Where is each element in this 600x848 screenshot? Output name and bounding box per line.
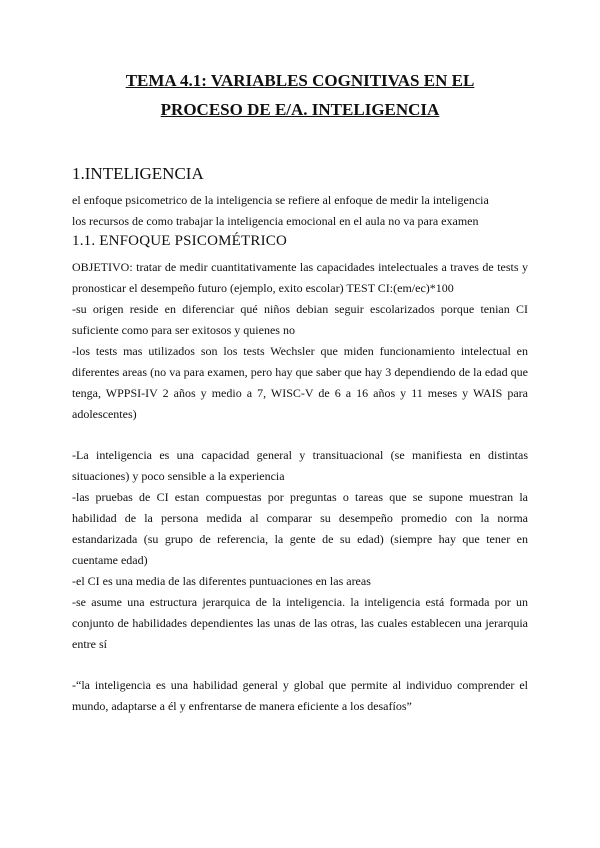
paragraph-objetivo: OBJETIVO: tratar de medir cuantitativamente las capacidades intelectuales a traves de tests y pronosticar el desempeño futuro (ejemplo, exito escolar) TEST CI:(em/ec)*100 — [72, 260, 528, 295]
intro-line-2: los recursos de como trabajar la inteligencia emocional en el aula no va para examen — [72, 214, 479, 228]
title-line-1: TEMA 4.1: VARIABLES COGNITIVAS EN EL — [125, 71, 475, 90]
paragraph-cita-inteligencia: -“la inteligencia es una habilidad general y global que permite al individuo comprender el mundo, adaptarse a él y enfrentarse de manera eficiente a los desafíos” — [72, 678, 528, 713]
intro-line-1: el enfoque psicometrico de la inteligencia se refiere al enfoque de medir la inteligencia — [72, 193, 489, 207]
section-heading-enfoque-psicometrico: 1.1. ENFOQUE PSICOMÉTRICO — [72, 233, 288, 249]
paragraph-pruebas-ci: -las pruebas de CI estan compuestas por preguntas o tareas que se supone muestran la habilidad de la persona medida al comparar su desempeño promedio con la norma estandarizada (su grupo de referencia, la gente de su edad) (siempre hay que tener en cuentame edad) — [72, 490, 528, 567]
paragraph-ci-media: -el CI es una media de las diferentes puntuaciones en las areas — [72, 574, 371, 588]
paragraph-origen: -su origen reside en diferenciar qué niños debian seguir escolarizados porque tenian CI suficiente como para ser exitosos y quienes no — [72, 302, 528, 337]
document-title — [60, 66, 540, 124]
paragraph-capacidad-general: -La inteligencia es una capacidad general y transituacional (se manifiesta en distintas situaciones) y poco sensible a la experiencia — [72, 448, 528, 483]
paragraph-tests-wechsler: -los tests mas utilizados son los tests Wechsler que miden funcionamiento intelectual en diferentes areas (no va para examen, pero hay que saber que hay 3 dependiendo de la edad que tenga, WPPSI-IV 2 años y medio a 7, WISC-V de 6 a 16 años y 11 meses y WAIS para adolescentes) — [72, 344, 528, 421]
title-line-2: PROCESO DE E/A. INTELIGENCIA — [160, 100, 440, 119]
section-heading-inteligencia: 1.INTELIGENCIA — [72, 164, 204, 183]
paragraph-estructura-jerarquica: -se asume una estructura jerarquica de la inteligencia. la inteligencia está formada por un conjunto de habilidades dependientes las unas de las otras, las cuales establecen una jerarquia entre sí — [72, 595, 528, 651]
